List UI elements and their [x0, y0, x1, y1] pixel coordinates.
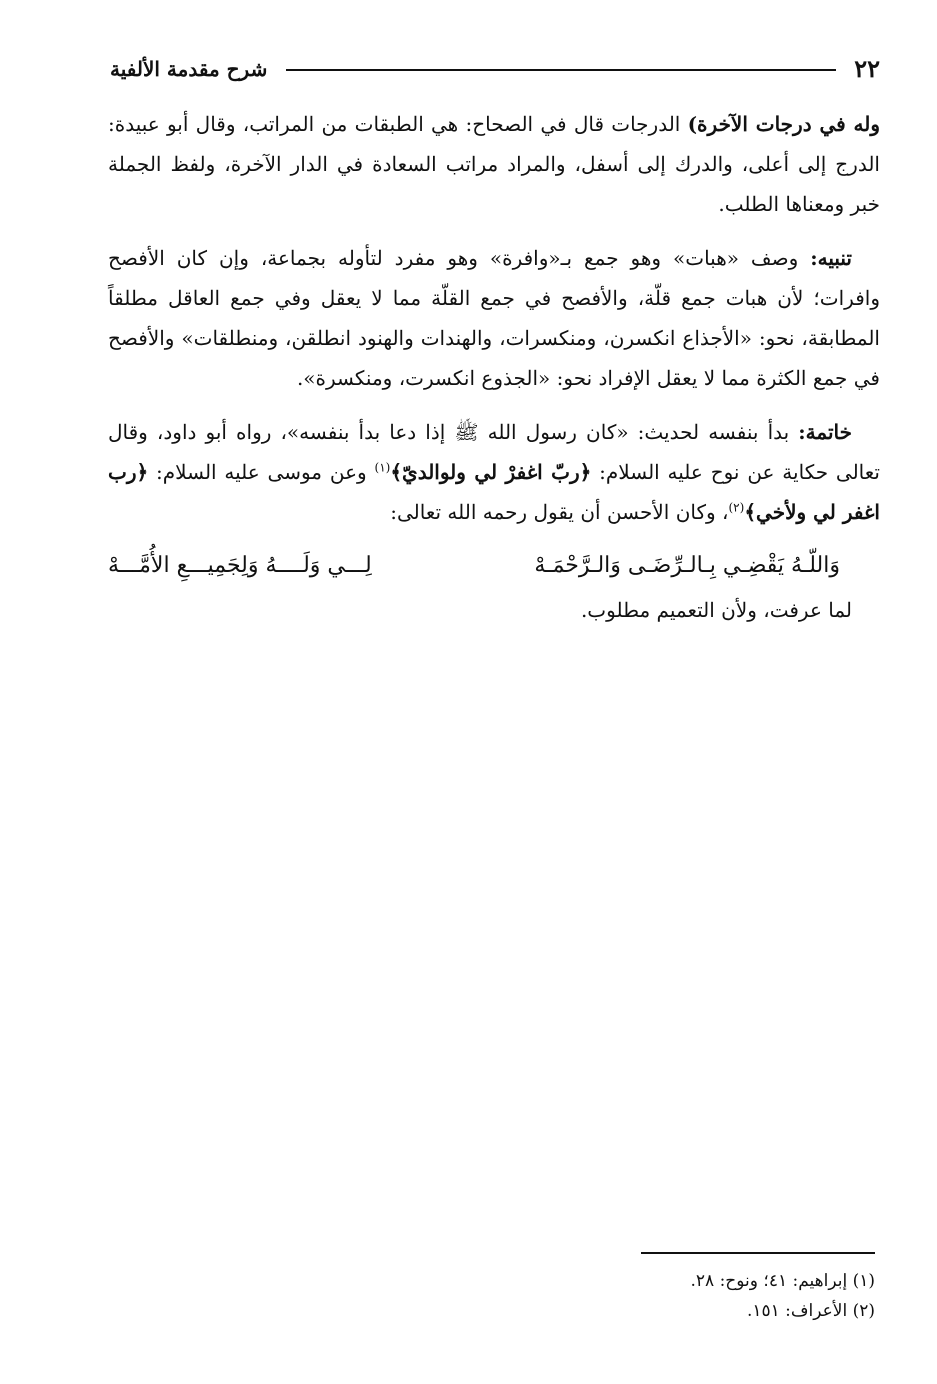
paragraph-1-text: الدرجات قال في الصحاح: هي الطبقات من المراتب، وقال أبو عبيدة: الدرج إلى أعلى، والدرك إلى أسفل، والمراد مراتب السعادة في الدار الآخرة، ولفظ الجملة خبر ومعناها الطلب.	[108, 112, 880, 216]
paragraph-conclusion	[108, 412, 880, 532]
conclusion-text-c: ، وكان الأحسن أن يقول رحمه الله تعالى:	[390, 500, 729, 524]
closing-line: لما عرفت، ولأن التعميم مطلوب.	[580, 598, 852, 622]
poem-hemistich-1: وَاللّـهُ يَقْضِـي بِـالـرِّضَـى وَالـرَّحْمَـهْ	[534, 553, 840, 578]
conclusion-heading: خاتمة:	[798, 420, 852, 444]
quran-quote-1: ﴿ربّ اغفرْ لي ولوالديّ﴾	[390, 460, 592, 484]
footnote-ref-2[interactable]: (٢)	[728, 500, 745, 515]
note-heading: تنبيه:	[810, 246, 852, 270]
conclusion-text-a: بدأ بنفسه لحديث: «كان رسول الله ﷺ إذا دعا بدأ بنفسه»، رواه أبو داود، وقال تعالى حكاية عن نوح عليه السلام:	[108, 420, 880, 484]
quran-quote-2: ﴿رب اغفر لي ولأخي﴾	[108, 460, 880, 524]
paragraph-1-lead: وله في درجات الآخرة)	[687, 112, 880, 136]
header-rule	[286, 69, 836, 71]
paragraph-1	[108, 104, 880, 224]
footnotes	[455, 1266, 875, 1326]
poem-verse	[108, 546, 880, 586]
footnote-ref-1[interactable]: (١)	[374, 460, 391, 475]
page-header	[110, 52, 880, 88]
paragraph-note	[108, 238, 880, 398]
main-text	[108, 104, 880, 630]
page-number: ٢٢	[854, 54, 880, 83]
footnote-separator	[641, 1252, 875, 1254]
running-title: شرح مقدمة الألفية	[110, 57, 268, 81]
poem-hemistich-2: لِـــي وَلَــــهُ وَلِجَمِيـــعِ الأُمَّـــهْ	[108, 553, 372, 578]
footnote-2: (٢) الأعراف: ١٥١.	[746, 1301, 875, 1321]
conclusion-text-b: وعن موسى عليه السلام:	[148, 460, 375, 484]
footnote-1: (١) إبراهيم: ٤١؛ ونوح: ٢٨.	[690, 1271, 875, 1291]
note-text: وصف «هبات» وهو جمع بـ«وافرة» وهو مفرد لتأوله بجماعة، وإن كان الأفصح وافرات؛ لأن هبات جمع قلّة، والأفصح في جمع القلّة مما لا يعقل وفي جمع العاقل مطلقاً المطابقة، نحو: «الأجذاع انكسرن، ومنكسرات، والهندات والهنود انطلقن، ومنطلقات» والأفصح في جمع الكثرة مما لا يعقل الإفراد نحو: «الجذوع انكسرت، ومنكسرة».	[108, 246, 880, 390]
